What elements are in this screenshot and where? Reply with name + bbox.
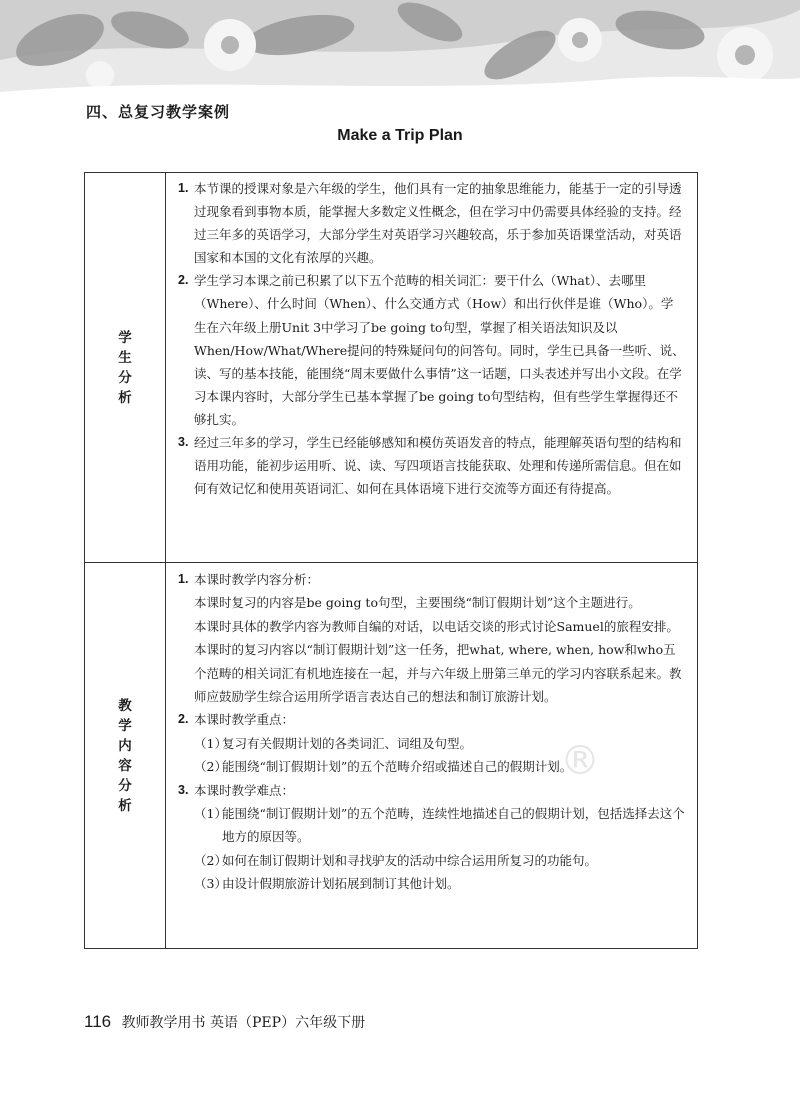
sub-item (178, 849, 685, 872)
item-text: 本节课的授课对象是六年级的学生，他们具有一定的抽象思维能力，能基于一定的引导透过现象看到事物本质，能掌握大多数定义性概念，但在学习中仍需要具体经验的支持。经过三年多的英语学习，大部分学生对英语学习兴趣较高，乐于参加英语课堂活动，对英语国家和本国的文化有浓厚的兴趣。 (194, 181, 682, 266)
sub-item-text: 复习有关假期计划的各类词汇、词组及句型。 (222, 735, 473, 751)
sub-item-number: （1） (194, 806, 227, 822)
table-row-content-analysis (85, 563, 698, 949)
list-item (178, 779, 685, 802)
sub-item-number: （3） (194, 876, 227, 892)
row-content-cell (166, 563, 698, 949)
sub-item-text: 由设计假期旅游计划拓展到制订其他计划。 (222, 876, 460, 892)
sub-item-number: （2） (194, 759, 227, 775)
section-heading: 四、总复习教学案例 (86, 103, 231, 121)
item-text: 经过三年多的学习，学生已经能够感知和模仿英语发音的特点，能理解英语句型的结构和语用功能，能初步运用听、说、读、写四项语言技能获取、处理和传递所需信息。但在如何有效记忆和使用英语词汇、如何在具体语境下进行交流等方面还有待提高。 (194, 435, 682, 497)
sub-item-number: （2） (194, 852, 227, 868)
sub-item (178, 872, 685, 895)
book-title: 教师教学用书 英语（PEP）六年级下册 (121, 1015, 366, 1031)
row-content-cell (166, 173, 698, 563)
page-number: 116 (84, 1012, 112, 1031)
sub-item (178, 802, 685, 849)
item-title: 本课时教学内容分析： (194, 572, 320, 587)
student-analysis-body (166, 173, 697, 500)
row-header-cell (85, 563, 166, 949)
item-title: 本课时教学重点： (194, 712, 295, 728)
sub-item (178, 732, 685, 755)
row-header-content-analysis: 教学内容分析 (118, 697, 132, 814)
item-number: 3. (178, 782, 189, 797)
item-text: 学生学习本课之前已积累了以下五个范畴的相关词汇：要干什么（What）、去哪里（Where）、什么时间（When）、什么交通方式（How）和出行伙伴是谁（Who）。学生在六年级上册Unit 3中学习了be going to句型，掌握了相关语法知识及以When/How/What/Where提问的特殊疑问句的问答句。同时，学生已具备一些听、说、读、写的基本技能，能围绕“周末要做什么事情”这一话题，口头表述并写出小文段。在学习本课内容时，大部分学生已基本掌握了be going to句型结构，但有些学生掌握得还不够扎实。 (194, 273, 685, 427)
item-number: 1. (178, 181, 189, 195)
item-number: 3. (178, 435, 189, 450)
document-title: Make a Trip Plan (337, 127, 463, 144)
sub-item (178, 755, 685, 778)
paragraph: 本课时具体的教学内容为教师自编的对话，以电话交谈的形式讨论Samuel的旅程安排。 (194, 618, 679, 634)
list-item (178, 269, 685, 431)
item-number: 1. (178, 572, 189, 586)
paragraph: 本课时的复习内容以“制订假期计划”这一任务，把what, where, when, how和who五个范畴的相关词汇有机地连接在一起，并与六年级上册第三单元的学习内容联系起来。教师应鼓励学生综合运用所学语言表达自己的想法和制订旅游计划。 (194, 642, 682, 705)
paragraph: 本课时复习的内容是be going to句型，主要围绕“制订假期计划”这个主题进行。 (194, 595, 641, 611)
page-footer (84, 1012, 365, 1032)
list-item (178, 431, 685, 500)
list-item (178, 708, 685, 731)
row-header-cell (85, 173, 166, 563)
sub-item-text: 能围绕“制订假期计划”的五个范畴，连续性地描述自己的假期计划，包括选择去这个地方的原因等。 (222, 806, 685, 845)
table-row-student-analysis (85, 173, 698, 563)
content-analysis-body (166, 563, 697, 896)
item-number: 2. (178, 273, 189, 288)
list-item (178, 568, 685, 591)
sub-item-text: 如何在制订假期计划和寻找驴友的活动中综合运用所复习的功能句。 (222, 852, 598, 868)
sub-item-text: 能围绕“制订假期计划”的五个范畴介绍或描述自己的假期计划。 (222, 759, 573, 775)
decorative-floral-banner (0, 0, 800, 92)
lesson-plan-table (84, 172, 698, 949)
sub-item-number: （1） (194, 735, 227, 751)
item-title: 本课时教学难点： (194, 782, 295, 798)
row-header-student-analysis: 学生分析 (118, 329, 132, 406)
list-item (178, 177, 685, 269)
item-number: 2. (178, 712, 189, 727)
registered-watermark: ® (560, 738, 600, 784)
